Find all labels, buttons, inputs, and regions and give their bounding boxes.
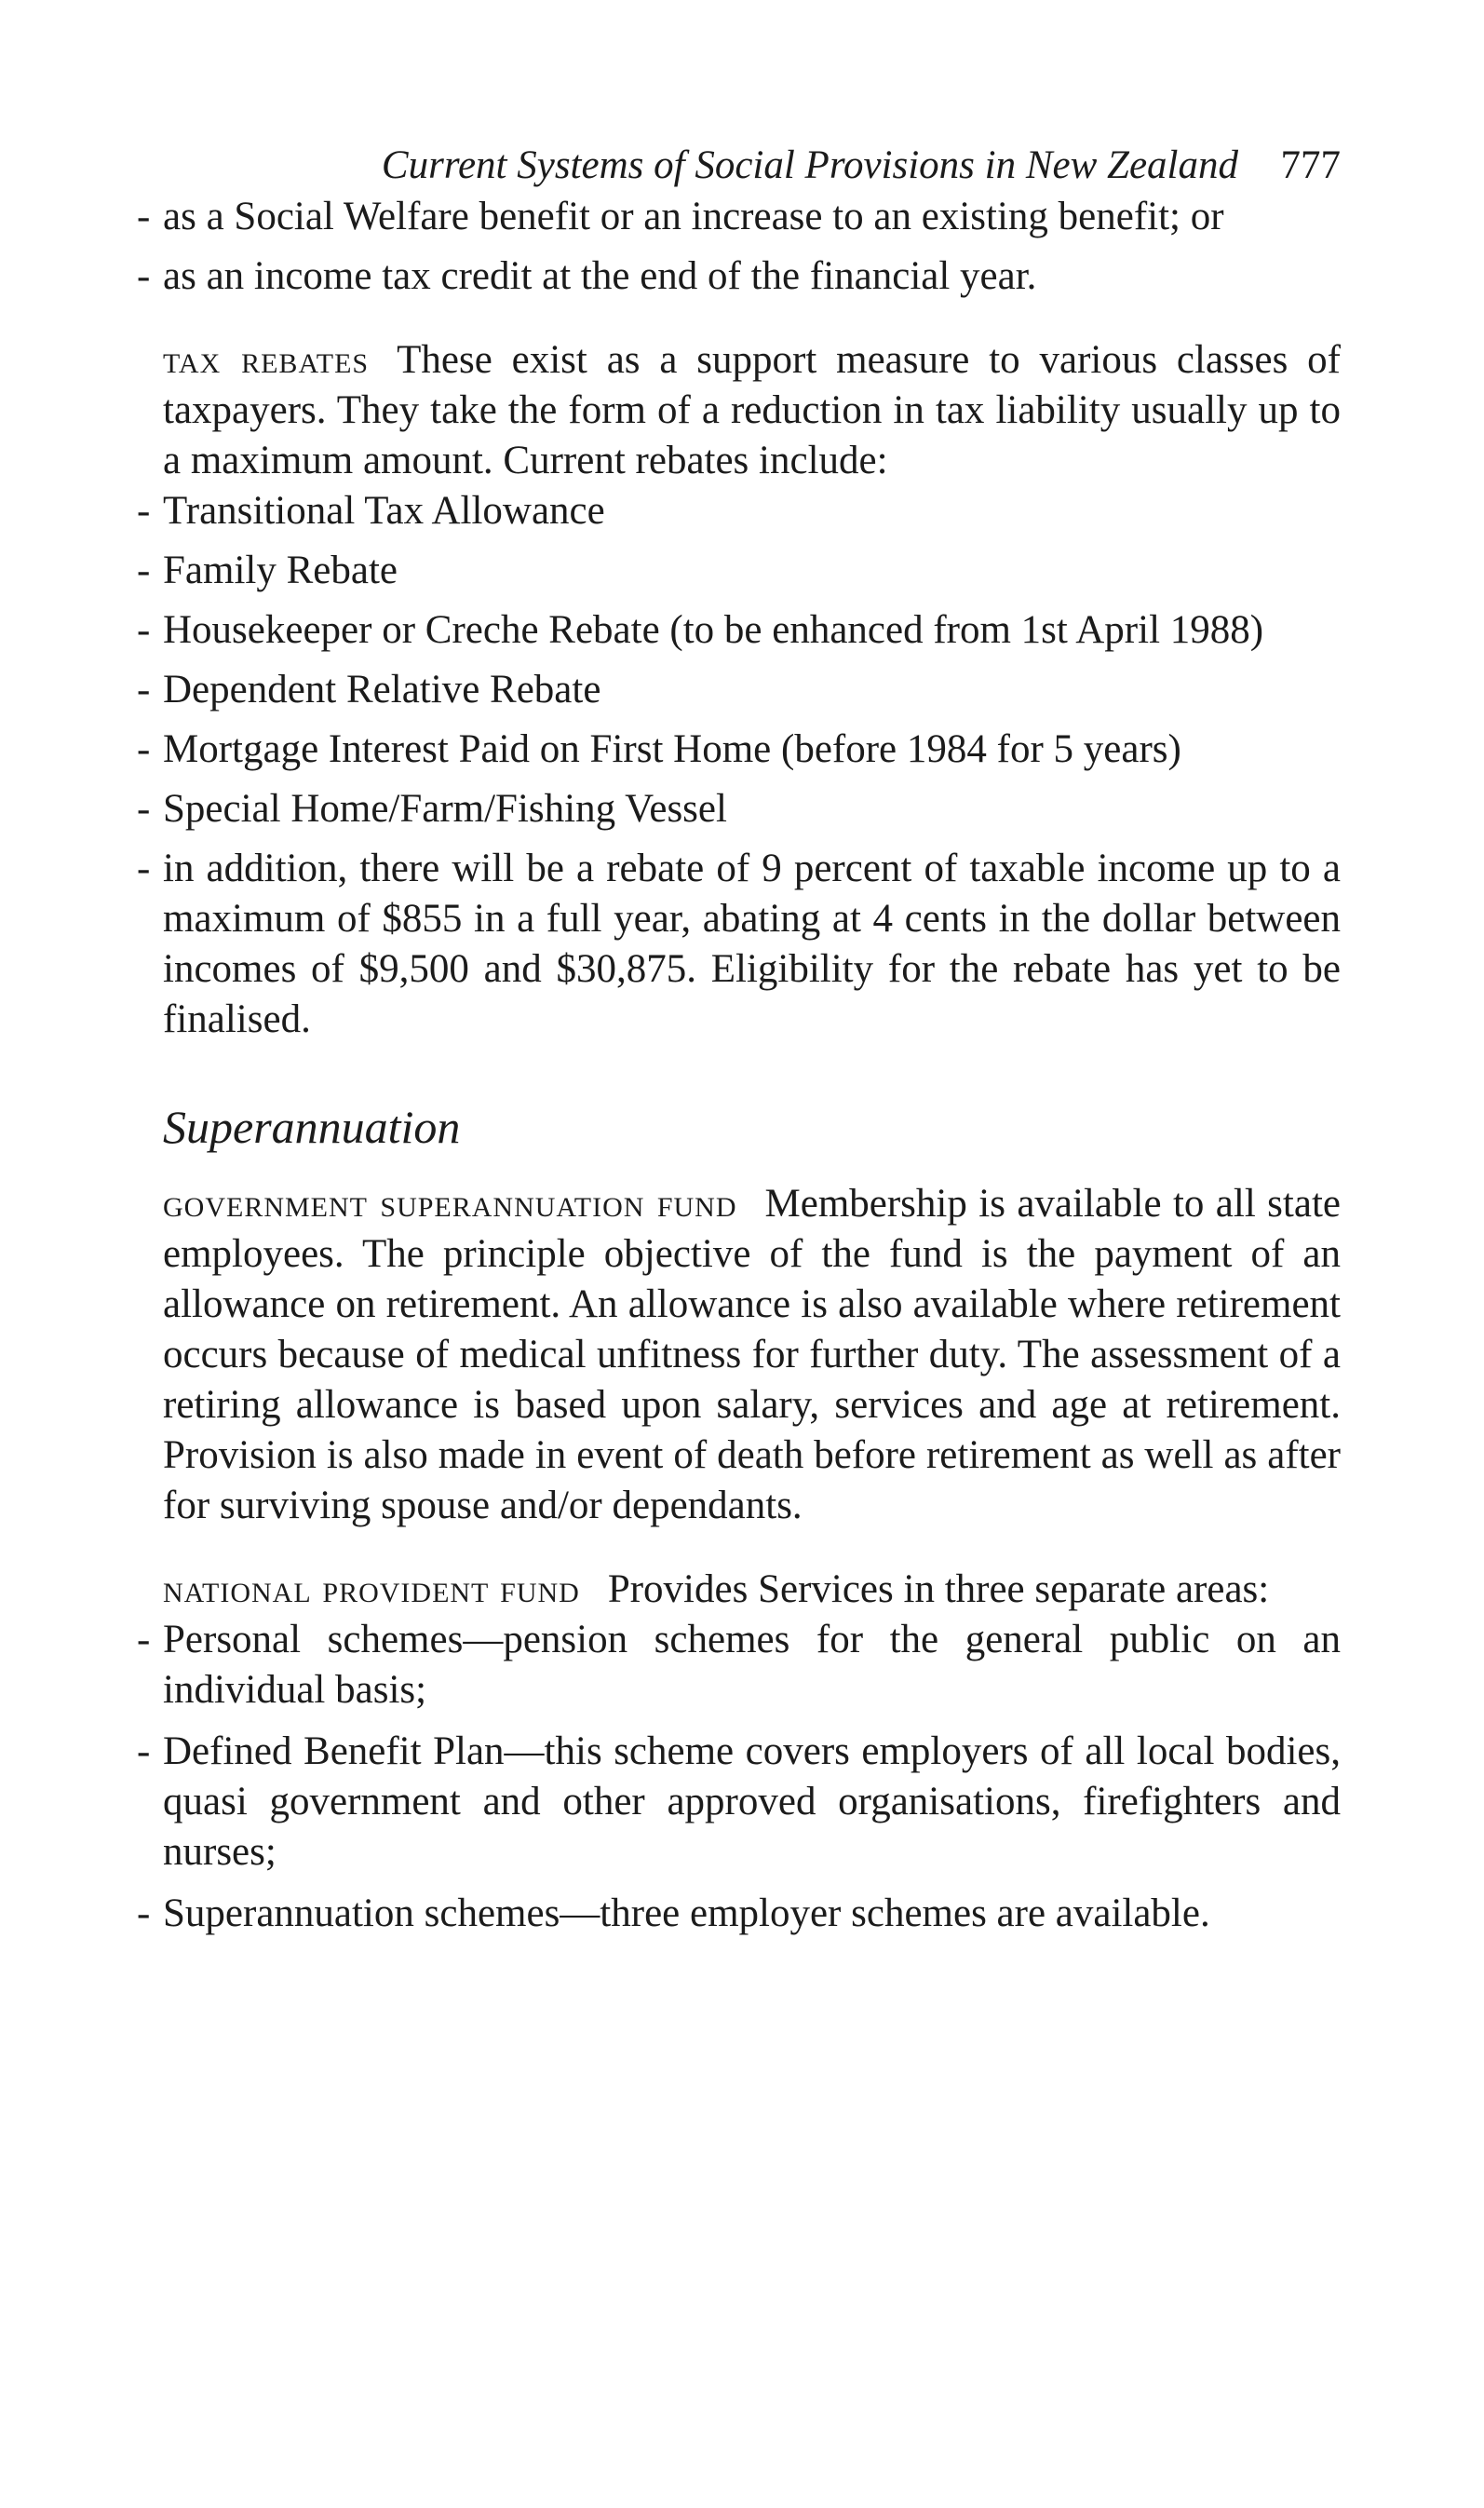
npf-text: Provides Services in three separate areas: — [607, 1567, 1270, 1611]
list-item — [137, 605, 1341, 656]
dash-mark: - — [137, 1729, 151, 1773]
list-item-text: as an income tax credit at the end of the financial year. — [163, 254, 1037, 298]
list-item-text: Defined Benefit Plan—this scheme covers employers of all local bodies, quasi government and other approved organisations, firefighters and nurses; — [163, 1729, 1341, 1874]
list-item — [137, 725, 1341, 775]
dash-mark: - — [137, 847, 151, 890]
gsf-text: Membership is available to all state employees. The principle objective of the fund is the payment of an allowance on retirement. An allowance is also available where retirement occurs because of medical unfitness for further duty. The assessment of a retiring allowance is based upon salary, services and age at retirement. Provision is also made in event of death before retirement as well as after for surviving spouse and/or dependants. — [163, 1182, 1341, 1527]
dash-mark: - — [137, 608, 151, 652]
list-item — [137, 1727, 1341, 1878]
dash-mark: - — [137, 254, 151, 298]
list-item — [137, 192, 1341, 242]
npf-list — [137, 1615, 1341, 1939]
list-item-text: Superannuation schemes—three employer schemes are available. — [163, 1891, 1210, 1935]
list-item-text: Dependent Relative Rebate — [163, 668, 601, 712]
npf-section — [137, 1565, 1341, 1939]
dash-mark: - — [137, 1618, 151, 1661]
dash-mark: - — [137, 668, 151, 712]
tax-rebates-lead: tax rebates — [163, 338, 370, 382]
list-item — [137, 486, 1341, 536]
dash-mark: - — [137, 727, 151, 771]
list-item-text: Transitional Tax Allowance — [163, 489, 605, 533]
gsf-paragraph — [163, 1179, 1341, 1531]
rebate-list — [137, 486, 1341, 1045]
list-item-text: Special Home/Farm/Fishing Vessel — [163, 787, 727, 831]
list-item — [137, 546, 1341, 596]
list-item-text: Housekeeper or Creche Rebate (to be enhanced from 1st April 1988) — [163, 608, 1264, 652]
tax-rebates-section — [137, 335, 1341, 1045]
list-item — [137, 251, 1341, 302]
list-item-text: Family Rebate — [163, 549, 398, 592]
list-item — [137, 784, 1341, 834]
list-item — [137, 1615, 1341, 1715]
tax-rebates-text: These exist as a support measure to various classes of taxpayers. They take the form of a reduction in tax liability usually up to a maximum amount. Current rebates include: — [163, 338, 1341, 482]
list-item-text: as a Social Welfare benefit or an increase to an existing benefit; or — [163, 195, 1224, 238]
list-item — [137, 844, 1341, 1045]
list-item-text: Mortgage Interest Paid on First Home (before 1984 for 5 years) — [163, 727, 1181, 771]
page-number: 777 — [1280, 143, 1341, 187]
book-page — [137, 140, 1341, 1950]
list-item-text: Personal schemes—pension schemes for the general public on an individual basis; — [163, 1618, 1341, 1712]
gsf-lead: government superannuation fund — [163, 1182, 737, 1226]
npf-paragraph — [163, 1565, 1341, 1615]
dash-mark: - — [137, 787, 151, 831]
superannuation-heading: Superannuation — [163, 1101, 461, 1153]
list-item-text: in addition, there will be a rebate of 9 percent of taxable income up to a maximum of $855 in a full year, abating at 4 cents in the dollar between incomes of $9,500 and $30,875. Eligibility for the rebate has yet to be finalised. — [163, 847, 1341, 1041]
gsf-section — [163, 1179, 1341, 1531]
running-head — [163, 140, 1341, 192]
list-item — [137, 665, 1341, 715]
list-item — [137, 1889, 1341, 1939]
running-head-title: Current Systems of Social Provisions in New Zealand — [381, 143, 1238, 187]
dash-mark: - — [137, 489, 151, 533]
dash-mark: - — [137, 1891, 151, 1935]
npf-lead: national provident fund — [163, 1567, 580, 1611]
tax-rebates-paragraph — [163, 335, 1341, 486]
dash-mark: - — [137, 195, 151, 238]
intro-list — [137, 192, 1341, 302]
dash-mark: - — [137, 549, 151, 592]
